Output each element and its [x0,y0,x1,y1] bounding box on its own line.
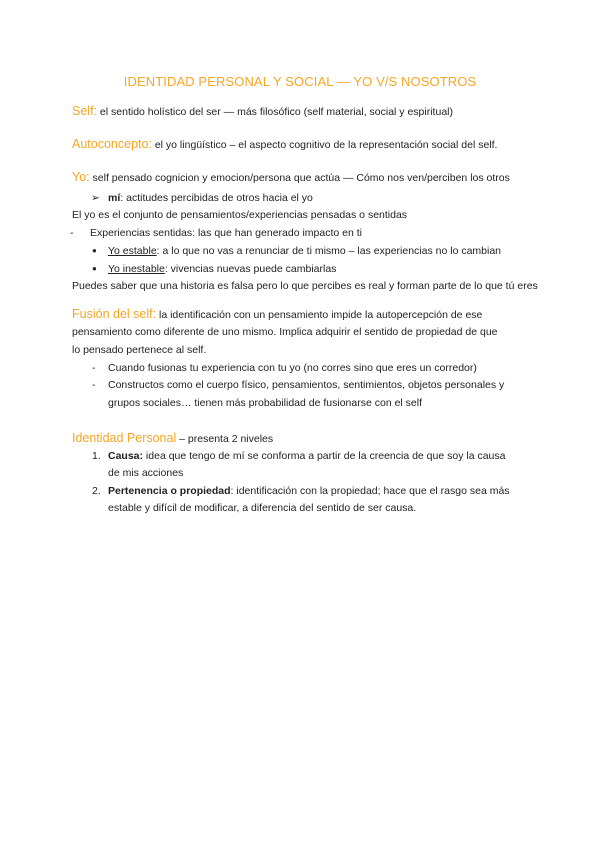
pertenencia-item-line-1 [108,484,510,498]
causa-item-line-1 [108,449,506,463]
causa-text: idea que tengo de mí se conforma a partir de la creencia de que soy la causa [143,450,506,462]
dot-bullet-icon: ● [92,264,97,273]
self-text: el sentido holístico del ser — más filosófico (self material, social y espiritual) [97,106,453,118]
pertenencia-text: : identificación con la propiedad; hace que el rasgo sea más [230,485,510,497]
yo-inestable-term: Yo inestable [108,263,165,275]
mi-definition [108,191,313,205]
autoconcepto-definition [72,137,497,152]
fusion-term: Fusión del self: [72,307,157,321]
autoconcepto-term: Autoconcepto: [72,137,152,151]
fusion-line-3: lo pensado pertenece al self. [72,344,207,356]
dash-bullet-icon: - [92,362,96,374]
arrow-bullet-icon: ➢ [91,192,100,204]
identidad-term: Identidad Personal [72,431,177,445]
identidad-text: – presenta 2 niveles [176,433,274,445]
mi-term: mí [108,192,121,204]
dash-bullet-icon: - [92,379,96,391]
fusion-line-1: la identificación con un pensamiento impide la autopercepción de ese [156,309,483,321]
dot-bullet-icon: ● [92,246,97,255]
causa-term: Causa: [108,450,144,462]
fusion-line-2: pensamiento como diferente de uno mismo. Implica adquirir el sentido de propiedad de que [72,326,498,338]
autoconcepto-text: el yo lingüístico – el aspecto cognitivo de la representación social del self. [151,139,498,151]
identidad-heading [72,431,273,446]
yo-estable-term: Yo estable [108,245,157,257]
page-title: IDENTIDAD PERSONAL Y SOCIAL — YO V/S NOSOTROS [123,74,477,89]
yo-conjunto-text: El yo es el conjunto de pensamientos/experiencias pensadas o sentidas [72,209,408,221]
list-number: 2. [92,485,101,497]
yo-estable-text: : a lo que no vas a renunciar de ti mismo – las experiencias no lo cambian [156,245,502,257]
historia-text: Puedes saber que una historia es falsa pero lo que percibes es real y forman parte de lo que tú eres [72,280,538,292]
fusion-item-1: Cuando fusionas tu experiencia con tu yo (no corres sino que eres un corredor) [108,362,477,374]
yo-definition [72,170,510,185]
yo-inestable-item [108,262,336,276]
yo-estable-item [108,244,501,258]
fusion-item-2-line-2: grupos sociales… tienen más probabilidad de fusionarse con el self [108,397,423,409]
self-term: Self: [72,104,98,118]
pertenencia-item-line-2: estable y difícil de modificar, a diferencia del sentido de ser causa. [108,502,417,514]
pertenencia-term: Pertenencia o propiedad [108,485,231,497]
yo-inestable-text: : vivencias nuevas puede cambiarlas [164,263,337,275]
self-definition [72,104,453,119]
fusion-definition [72,307,482,322]
mi-text: : actitudes percibidas de otros hacia el yo [120,192,313,204]
dash-bullet-icon: - [70,227,74,239]
yo-text: self pensado cognicion y emocion/persona que actúa — Cómo nos ven/perciben los otros [89,172,510,184]
experiencias-text: Experiencias sentidas: las que han generado impacto en ti [90,227,363,239]
list-number: 1. [92,450,101,462]
yo-term: Yo: [72,170,90,184]
fusion-item-2-line-1: Constructos como el cuerpo físico, pensamientos, sentimientos, objetos personales y [108,379,505,391]
causa-item-line-2: de mis acciones [108,467,184,479]
